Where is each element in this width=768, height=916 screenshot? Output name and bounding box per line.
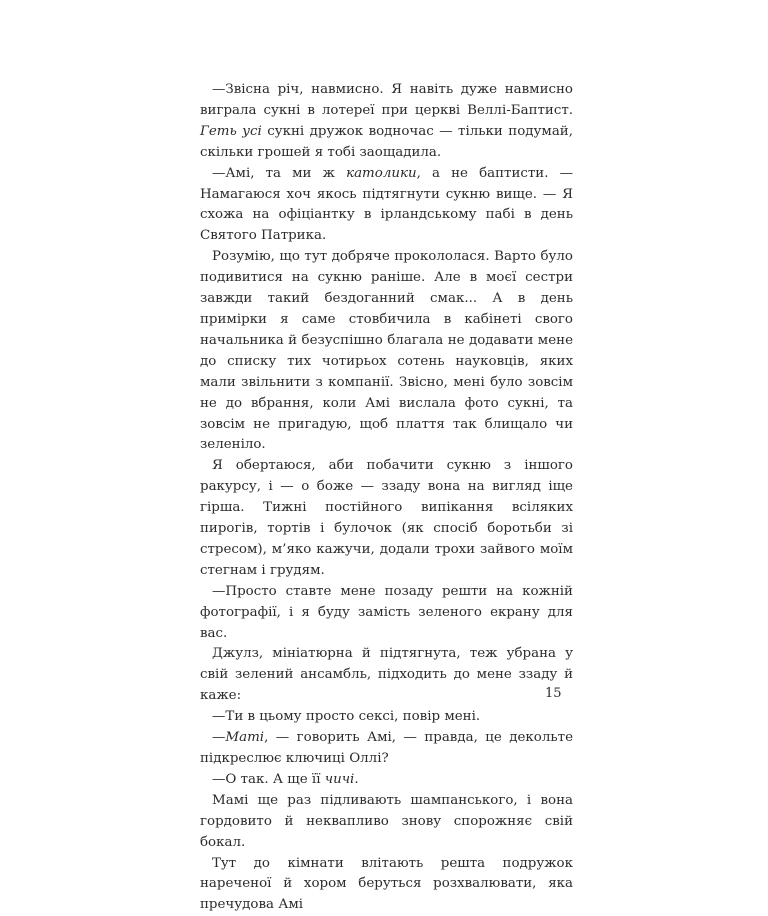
paragraph (200, 791, 573, 854)
paragraph (200, 247, 573, 456)
text-run: Джулз, мініатюрна й підтягнута, теж убрана у свій зелений ансамбль, підходить до мене ззаду й каже: (200, 646, 573, 704)
italic-run: Геть усі (200, 123, 262, 139)
text-run: —О так. А ще її (212, 771, 325, 787)
italic-run: чичі (324, 771, 355, 787)
text-run: —Звісна річ, навмисно. Я навіть дуже навмисно виграла сукні в лотереї при церкві Веллі-Баптист. (200, 82, 573, 118)
page-number: 15 (545, 686, 562, 701)
italic-run: католики (346, 165, 417, 181)
paragraph (200, 80, 573, 164)
text-run: , — говорить Амі, — правда, це декольте підкреслює ключиці Оллі? (200, 730, 573, 766)
text-run: —Ти в цьому просто сексі, повір мені. (212, 709, 481, 725)
paragraph (200, 644, 573, 707)
text-run: , а не баптисти. — Намагаюся хоч якось підтягнути сукню вище. — Я схожа на офіціантку в ірландському пабі в день Святого Патрика. (200, 165, 573, 244)
paragraph (200, 854, 573, 916)
paragraph (200, 582, 573, 645)
paragraph (200, 707, 573, 728)
book-page-text (200, 80, 573, 916)
text-run: Тут до кімнати влітають решта подружок нареченої й хором беруться розхвалювати, яка пречудова Амі (200, 855, 573, 913)
paragraph (200, 456, 573, 581)
text-run: Мамі ще раз підливають шампанського, і вона гордовито й неквапливо знову спорожняє свій бокал. (200, 792, 573, 850)
italic-run: Маті (225, 730, 265, 746)
text-run: —Амі, та ми ж (212, 165, 347, 181)
paragraph (200, 728, 573, 770)
text-run: — (212, 730, 226, 746)
paragraph (200, 164, 573, 248)
text-run: . (354, 771, 359, 787)
paragraph (200, 770, 573, 791)
text-run: сукні дружок водночас — тільки подумай, скільки грошей я тобі заощадила. (200, 123, 573, 160)
text-run: —Просто ставте мене позаду решти на кожній фотографії, і я буду замість зеленого екрану для вас. (200, 583, 573, 641)
text-run: Розумію, що тут добряче прокололася. Варто було подивитися на сукню раніше. Але в моєї сестри завжди такий бездоганний смак... А в день примірки я саме стовбичила в кабінеті свого начальника й безуспішно благала не додавати мене до списку тих чотирьох сотень науковців, яких мали звільнити з компанії. Звісно, мені було зовсім не до вбрання, коли Амі вислала фото сукні, та зовсім не пригадую, щоб плаття так блищало чи зеленіло. (200, 249, 573, 453)
text-run: Я обертаюся, аби побачити сукню з іншого ракурсу, і — о боже — ззаду вона на вигляд іще гірша. Тижні постійного випікання всіляких пирогів, тортів і булочок (як спосіб боротьби зі стресом), м’яко кажучи, додали трохи зайвого моїм стегнам і грудям. (200, 458, 573, 578)
